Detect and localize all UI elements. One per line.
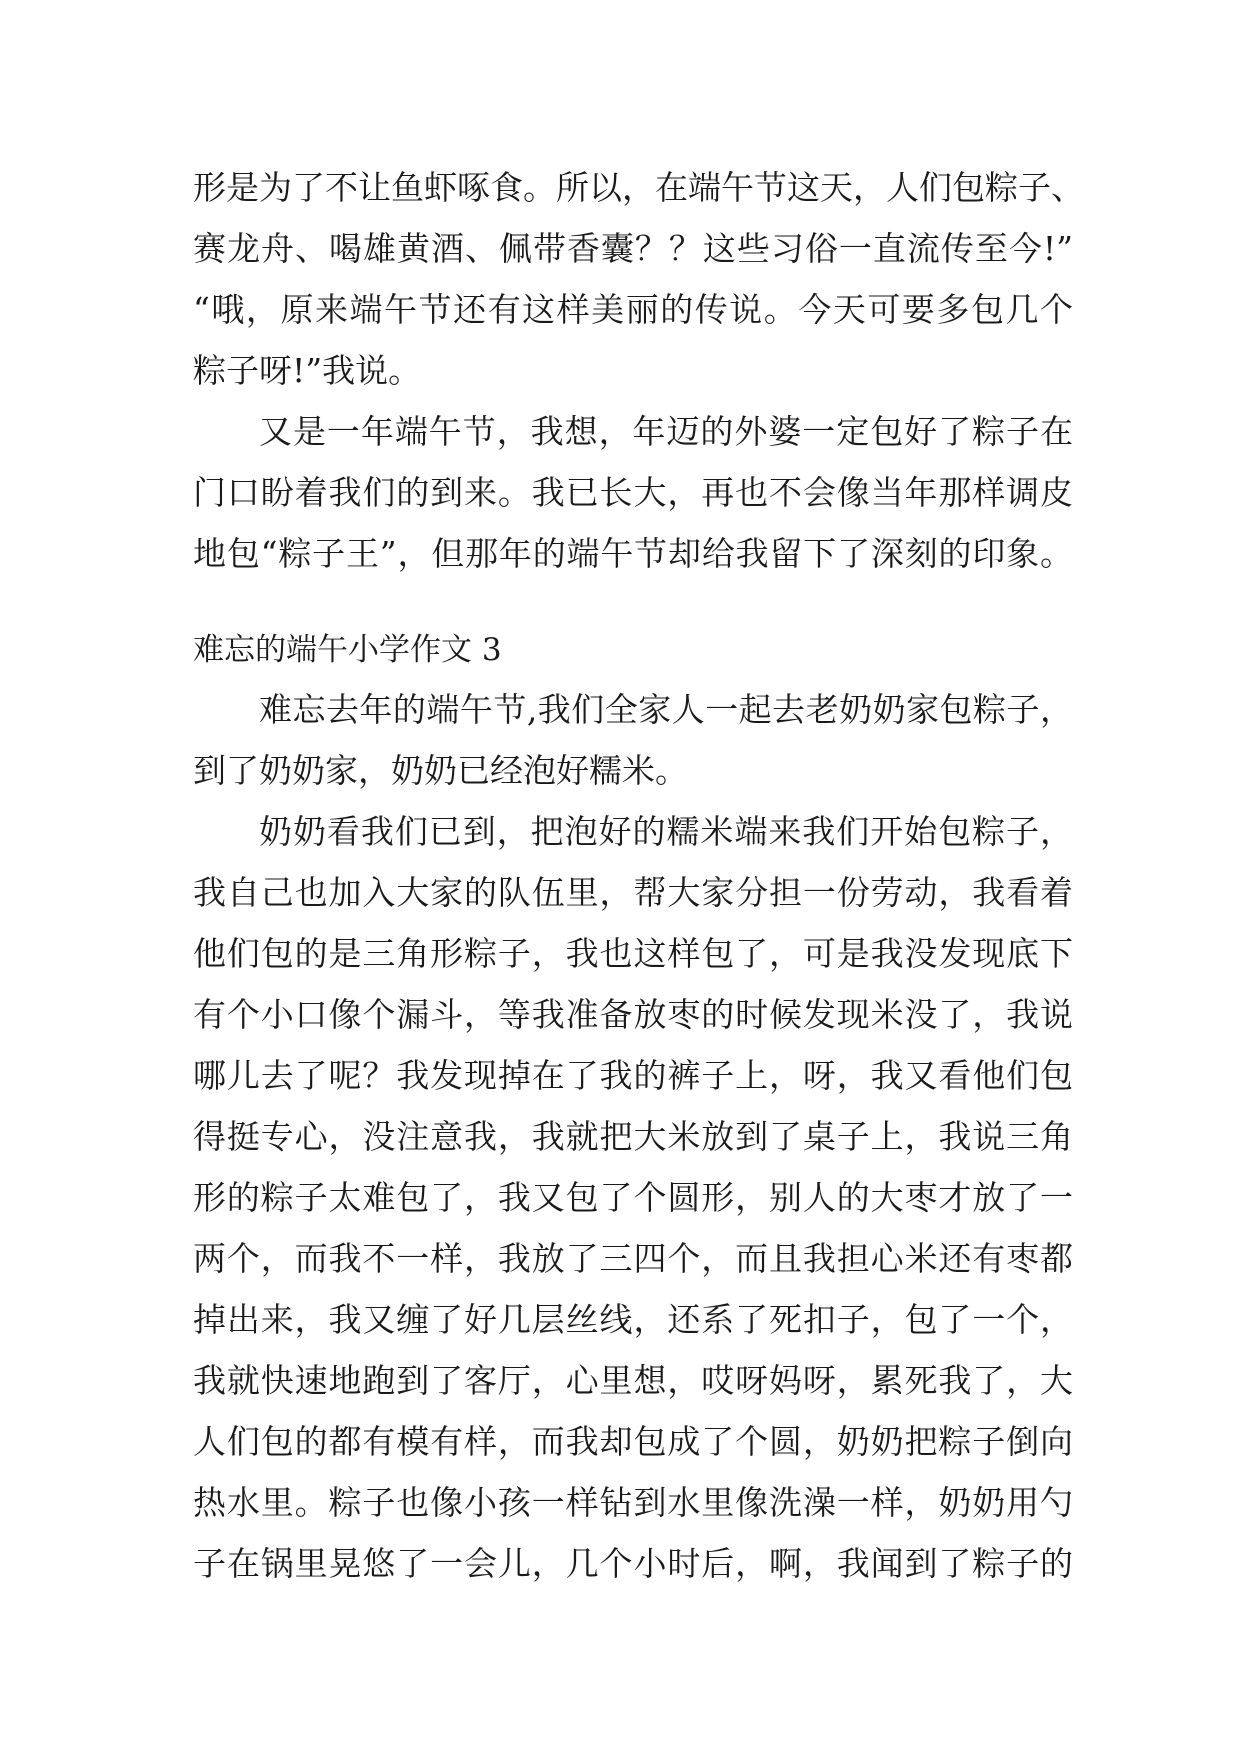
paragraph-line: 形的粽子太难包了，我又包了个圆形，别人的大枣才放了一 — [193, 1178, 1073, 1217]
paragraph-line: 奶奶看我们已到，把泡好的糯米端来我们开始包粽子， — [259, 812, 1073, 851]
paragraph-line: 子在锅里晃悠了一会儿，几个小时后，啊，我闻到了粽子的 — [193, 1544, 1073, 1583]
paragraph-line: 难忘去年的端午节,我们全家人一起去老奶奶家包粽子， — [259, 690, 1073, 729]
paragraph-line: 我自己也加入大家的队伍里，帮大家分担一份劳动，我看着 — [193, 873, 1073, 912]
paragraph-line: 哪儿去了呢？我发现掉在了我的裤子上，呀，我又看他们包 — [193, 1056, 1073, 1095]
paragraph-line: 他们包的是三角形粽子，我也这样包了，可是我没发现底下 — [193, 934, 1073, 973]
paragraph-line: 掉出来，我又缠了好几层丝线，还系了死扣子，包了一个， — [193, 1300, 1073, 1339]
paragraph-line: 又是一年端午节，我想，年迈的外婆一定包好了粽子在 — [259, 412, 1073, 451]
paragraph-line: “哦，原来端午节还有这样美丽的传说。今天可要多包几个 — [193, 290, 1073, 329]
paragraph-line: 我就快速地跑到了客厅，心里想，哎呀妈呀，累死我了，大 — [193, 1361, 1073, 1400]
paragraph-line: 人们包的都有模有样，而我却包成了个圆，奶奶把粽子倒向 — [193, 1422, 1073, 1461]
paragraph-line: 到了奶奶家，奶奶已经泡好糯米。 — [193, 751, 688, 790]
paragraph-line: 有个小口像个漏斗，等我准备放枣的时候发现米没了，我说 — [193, 995, 1073, 1034]
section-title: 难忘的端午小学作文 3 — [193, 632, 502, 668]
paragraph-line: 两个，而我不一样，我放了三四个，而且我担心米还有枣都 — [193, 1239, 1073, 1278]
paragraph-line: 得挺专心，没注意我，我就把大米放到了桌子上，我说三角 — [193, 1117, 1073, 1156]
paragraph-line: 粽子呀!”我说。 — [193, 351, 422, 390]
paragraph-line: 地包“粽子王”，但那年的端午节却给我留下了深刻的印象。 — [193, 534, 1073, 573]
paragraph-line: 热水里。粽子也像小孩一样钻到水里像洗澡一样，奶奶用勺 — [193, 1483, 1073, 1522]
paragraph-line: 形是为了不让鱼虾啄食。所以，在端午节这天，人们包粽子、 — [193, 168, 1084, 207]
paragraph-line: 门口盼着我们的到来。我已长大，再也不会像当年那样调皮 — [193, 473, 1073, 512]
paragraph-line: 赛龙舟、喝雄黄酒、佩带香囊？？这些习俗一直流传至今!” — [193, 229, 1073, 268]
